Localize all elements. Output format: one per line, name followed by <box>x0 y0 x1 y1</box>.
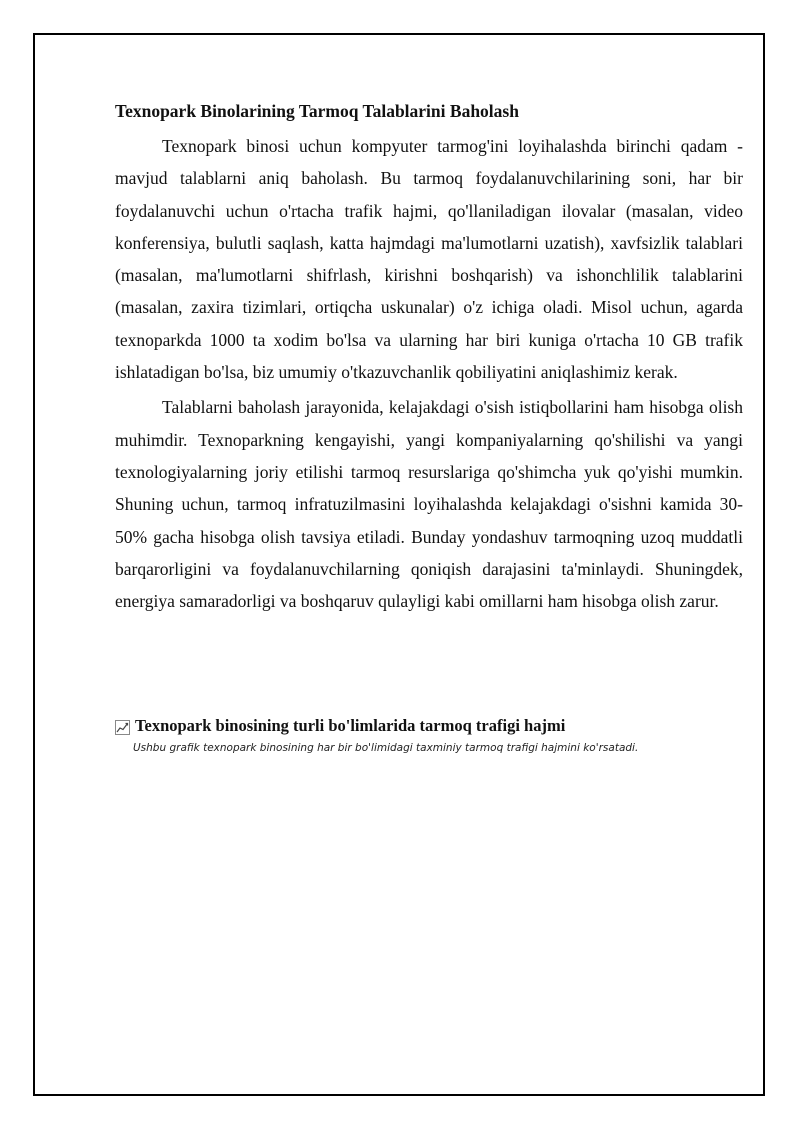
figure-title: Texnopark binosining turli bo'limlarida tarmoq trafigi hajmi <box>135 716 566 735</box>
paragraph-requirements: Texnopark binosi uchun kompyuter tarmog'ini loyihalashda birinchi qadam - mavjud talablarni aniq baholash. Bu tarmoq foydalanuvchilarining soni, har bir foydalanuvchi uchun o'rtacha trafik hajmi, qo'llaniladigan ilovalar (masalan, video konferensiya, bulutli saqlash, katta hajmdagi ma'lumotlarni uzatish), xavfsizlik talablari (masalan, ma'lumotlarni shifrlash, kirishni boshqarish) va ishonchlilik talablarini (masalan, zaxira tizimlari, ortiqcha uskunalar) o'z ichiga oladi. Misol uchun, agarda texnoparkda 1000 ta xodim bo'lsa va ularning har biri kuniga o'rtacha 10 GB trafik ishlatadigan bo'lsa, biz umumiy o'tkazuvchanlik qobiliyatini aniqlashimiz kerak. <box>115 136 743 383</box>
paragraph-growth: Talablarni baholash jarayonida, kelajakdagi o'sish istiqbollarini ham hisobga olish muhimdir. Texnoparkning kengayishi, yangi kompaniyalarning qo'shilishi va yangi texnologiyalarning joriy etilishi tarmoq resurslariga qo'shimcha yuk qo'yishi mumkin. Shuning uchun, tarmoq infratuzilmasini loyihalashda kelajakdagi o'sishni kamida 30-50% gacha hisobga olish tavsiya etiladi. Bunday yondashuv tarmoqning uzoq muddatli barqarorligini va foydalanuvchilarning qoniqish darajasini ta'minlaydi. Shuningdek, energiya samaradorligi va boshqaruv qulayligi kabi omillarni ham hisobga olish zarur. <box>115 397 743 612</box>
figure-caption: Ushbu grafik texnopark binosining har bir bo'limidagi taxminiy tarmoq trafigi hajmini ko'rsatadi. <box>133 742 639 754</box>
chart-increasing-icon <box>115 719 130 734</box>
figure-block <box>115 715 755 757</box>
figure-title-row <box>115 715 755 737</box>
section-heading: Texnopark Binolarining Tarmoq Talablarini Baholash <box>115 101 519 121</box>
document-body <box>115 100 743 620</box>
